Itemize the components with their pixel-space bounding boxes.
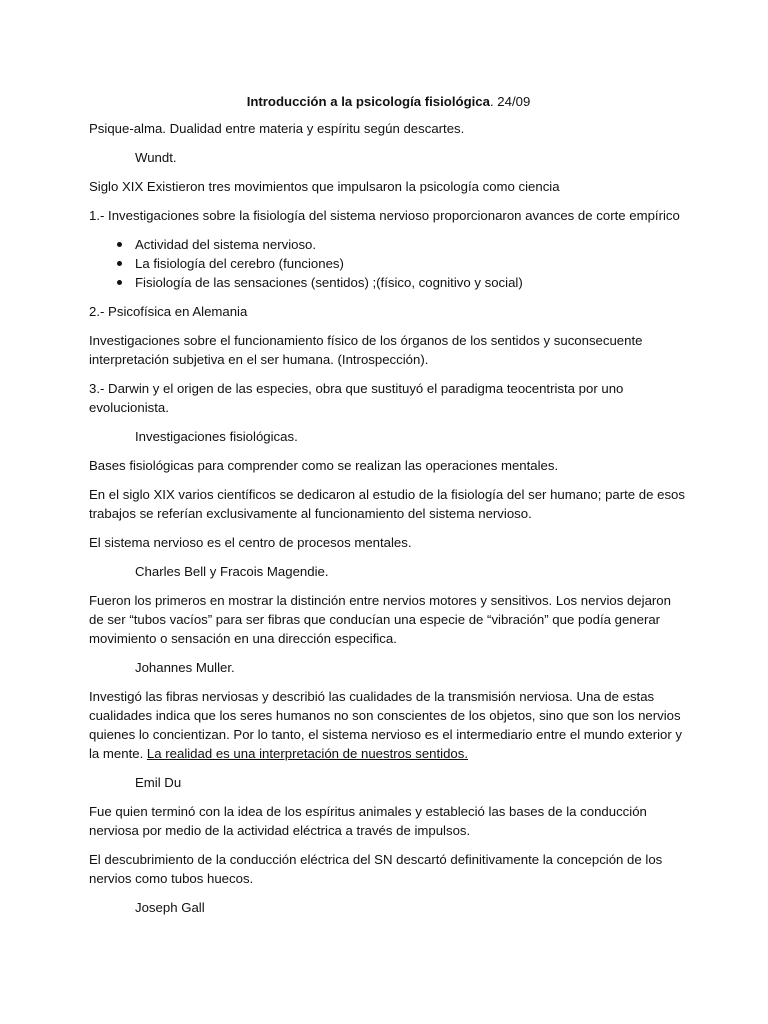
- paragraph-centro: El sistema nervioso es el centro de procesos mentales.: [89, 535, 412, 550]
- document-title: [89, 92, 688, 111]
- paragraph-movement-3: 3.- Darwin y el origen de las especies, obra que sustituyó el paradigma teocentrista por uno evolucionista.: [89, 381, 624, 415]
- heading-bell-magendie: Charles Bell y Fracois Magendie.: [135, 564, 329, 579]
- paragraph-siglo-xix: Siglo XIX Existieron tres movimientos que impulsaron la psicología como ciencia: [89, 179, 560, 194]
- underlined-sentence: La realidad es una interpretación de nuestros sentidos.: [146, 746, 469, 761]
- list-item: Fisiología de las sensaciones (sentidos) ;(físico, cognitivo y social): [89, 273, 688, 292]
- paragraph-muller: [89, 687, 688, 763]
- heading-gall: Joseph Gall: [135, 900, 205, 915]
- muller-text: Investigó las fibras nerviosas y describió las cualidades de la transmisión nerviosa. Una de estas cualidades indica que los seres humanos no son conscientes de los objetos, sino que son los nervios quienes lo concientizan. Por lo tanto, el sistema nervioso es el intermediario entre el mundo exterior y la mente.: [89, 689, 683, 761]
- paragraph-psique: Psique-alma. Dualidad entre materia y espíritu según descartes.: [89, 121, 465, 136]
- bullet-list: [89, 235, 688, 292]
- paragraph-bell: Fueron los primeros en mostrar la distinción entre nervios motores y sensitivos. Los nervios dejaron de ser “tubos vacíos” para ser fibras que conducían una especie de “vibración” que podía generar movimiento o sensación en una dirección especifica.: [89, 593, 671, 646]
- paragraph-descubrimiento: El descubrimiento de la conducción eléctrica del SN descartó definitivamente la concepción de los nervios como tubos huecos.: [89, 852, 663, 886]
- heading-muller: Johannes Muller.: [135, 660, 235, 675]
- paragraph-bases: Bases fisiológicas para comprender como se realizan las operaciones mentales.: [89, 458, 559, 473]
- paragraph-movement-1: 1.- Investigaciones sobre la fisiología del sistema nervioso proporcionaron avances de corte empírico: [89, 208, 680, 223]
- paragraph-movement-2: 2.- Psicofísica en Alemania: [89, 304, 248, 319]
- heading-wundt: Wundt.: [135, 150, 177, 165]
- paragraph-emil: Fue quien terminó con la idea de los espíritus animales y estableció las bases de la conducción nerviosa por medio de la actividad eléctrica a través de impulsos.: [89, 804, 647, 838]
- list-item: Actividad del sistema nervioso.: [89, 235, 688, 254]
- list-item: La fisiología del cerebro (funciones): [89, 254, 688, 273]
- heading-emil: Emil Du: [135, 775, 182, 790]
- heading-investigaciones: Investigaciones fisiológicas.: [135, 429, 298, 444]
- title-date: . 24/09: [489, 94, 531, 109]
- paragraph-psicofisica: Investigaciones sobre el funcionamiento físico de los órganos de los sentidos y suconsecuente interpretación subjetiva en el ser humana. (Introspección).: [89, 333, 643, 367]
- title-bold: Introducción a la psicología fisiológica: [246, 94, 490, 109]
- paragraph-siglo-cientificos: En el siglo XIX varios científicos se dedicaron al estudio de la fisiología del ser humano; parte de esos trabajos se referían exclusivamente al funcionamiento del sistema nervioso.: [89, 487, 685, 521]
